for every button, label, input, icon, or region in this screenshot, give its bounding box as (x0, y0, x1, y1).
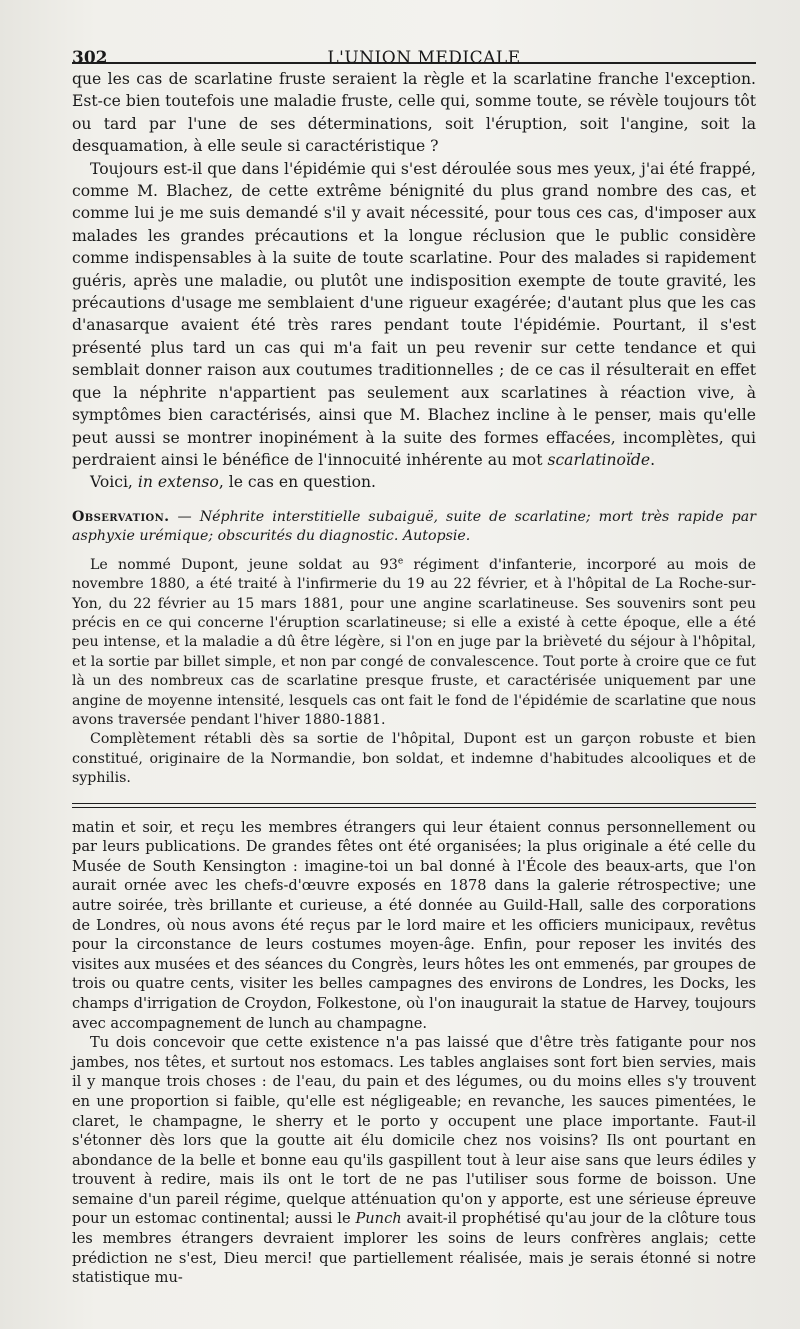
paragraph-2 (72, 158, 756, 472)
paragraph-3-end: , le cas en question. (218, 473, 377, 492)
case-paragraph-1-a: Le nommé Dupont, jeune soldat au 93 (90, 556, 398, 573)
feuilleton-paragraph-1: matin et soir, et reçu les membres étrangers qui leur étaient connus personnellement ou par leurs publications. De grandes fêtes ont été organisées; la plus originale a été celle du Musée de South Kensington : imagine-toi un bal donné à l'École des beaux-arts, que l'on aurait ornée avec les chefs-d'œuvre exposés en 1878 dans la galerie rétrospective; une autre soirée, très brillante et curieuse, a été donnée au Guild-Hall, salle des corporations de Londres, où nous avons été reçus par le lord maire et les officiers municipaux, revêtus pour la circonstance de leurs costumes moyen-âge. Enfin, pour reposer les invités des visites aux musées et des séances du Congrès, leurs hôtes les ont emmenés, par groupes de trois ou quatre cents, visiter les belles campagnes des environs de Londres, les Docks, les champs d'irrigation de Croydon, Folkestone, où l'on inaugurait la statue de Harvey, toujours avec accompagnement de lunch au champagne. (72, 818, 756, 1032)
feuilleton-paragraph-2 (72, 1033, 756, 1288)
paragraph-2-italic: scarlatinoïde (547, 450, 651, 469)
case-paragraph-2: Complètement rétabli dès sa sortie de l'hôpital, Dupont est un garçon robuste et bien constitué, originaire de la Normandie, bon soldat, et indemne d'habitudes alcooliques et de syphilis. (72, 731, 756, 787)
feuilleton-paragraph-2-a: Tu dois concevoir que cette existence n'a pas laissé que d'être très fatigante pour nos jambes, nos têtes, et surtout nos estomacs. Les tables anglaises sont fort bien servies, mais il y manque trois choses : de l'eau, du pain et des légumes, ou du moins elles s'y trouvent en une proportion si faible, qu'elle est négligeable; en revanche, les sauces pimentées, le claret, le champagne, le sherry et le porto y occupent une place importante. Faut-il s'étonner dès lors que la goutte ait élu domicile chez nos voisins? Ils ont pourtant en abondance de la belle et bonne eau qu'ils gaspillent tout à leur aise sans que leurs édiles y trouvent à redire, mais ils ont le tort de ne pas l'utiliser sous forme de boisson. Une semaine d'un pareil régime, quelque atténuation qu'on y apporte, est une sérieuse épreuve pour un estomac continental; aussi le (72, 1034, 756, 1228)
feuilleton-italic: Punch (355, 1210, 402, 1228)
case-paragraph-1 (72, 556, 756, 731)
paragraph-1: que les cas de scarlatine fruste seraient la règle et la scarlatine franche l'exception. Est-ce bien toutefois une maladie fruste, celle qui, somme toute, se révèle toujours tôt ou tard par l'une de ses déterminations, soit l'éruption, soit l'angine, soit la desquamation, à elle seule si caractéristique ? (72, 70, 756, 156)
page-number: 302 (72, 48, 108, 68)
case-paragraph-1-b: régiment d'infanterie, incorporé au mois de novembre 1880, a été traité à l'infirmerie du 19 au 22 février, et à l'hôpital de La Roche-sur-Yon, du 22 février au 15 mars 1881, pour une angine scarlatineuse. Ses souvenirs sont peu précis en ce qui concerne l'éruption scarlatineuse; si elle a existé à cette époque, elle a été peu intense, et la maladie a dû être légère, si l'on en juge par la brièveté du séjour à l'hôpital, et la sortie par billet simple, et non par congé de convalescence. Tout porte à croire que ce fut là un des nombreux cas de scarlatine presque fruste, et caractérisée uniquement par une angine de moyenne intensité, lesquels cas ont fait le fond de l'épidémie de scarlatine que nous avons traversée pendant l'hiver 1880-1881. (72, 556, 756, 728)
observation-title: Néphrite interstitielle subaiguë, suite de scarlatine; mort très rapide par asphyxie urémique; obscurités du diagnostic. Autopsie. (72, 508, 756, 544)
feuilleton-paragraph-2-b: avait-il prophétisé qu'au jour de la clôture tous les membres étrangers devraient implorer les soins de leurs confrères anglais; cette prédiction ne s'est, Dieu merci! que partiellement réalisée, mais je serais étonné si notre statistique mu- (72, 1210, 757, 1287)
case-report (72, 556, 756, 789)
page-header (72, 0, 756, 68)
feuilleton-rule (72, 803, 756, 808)
paragraph-2-end: . (650, 450, 656, 469)
paragraph-3-italic: in extenso (137, 473, 219, 492)
main-article (72, 68, 756, 494)
paragraph-3 (72, 471, 756, 493)
observation-label: Observation. (72, 508, 170, 525)
paragraph-2-text: Toujours est-il que dans l'épidémie qui s'est déroulée sous mes yeux, j'ai été frappé, comme M. Blachez, de cette extrême bénignité du plus grand nombre des cas, et comme lui je me suis demandé s'il y avait nécessité, pour tous ces cas, d'imposer aux malades les grandes précautions et la longue réclusion que le public considère comme indispensables à la suite de toute scarlatine. Pour des malades si rapidement guéris, après une maladie, ou plutôt une indisposition exempte de toute gravité, les précautions d'usage me semblaient d'une rigueur exagérée; d'autant plus que les cas d'anasarque avaient été très rares pendant toute l'épidémie. Pourtant, il s'est présenté plus tard un cas qui m'a fait un peu revenir sur cette tendance et qui semblait donner raison aux coutumes traditionnelles ; de ce cas il résulterait en effet que la néphrite n'appartient pas seulement aux scarlatines à réaction vive, à symptômes bien caractérisés, ainsi que M. Blachez incline à le penser, mais qu'elle peut aussi se montrer inopinément à la suite des formes effacées, incomplètes, qui perdraient ainsi le bénéfice de l'innocuité inhérente au mot (72, 159, 756, 469)
observation-heading (72, 508, 756, 546)
running-title: L'UNION MEDICALE (327, 48, 521, 68)
feuilleton (72, 818, 756, 1288)
observation-dash: — (169, 508, 200, 525)
paragraph-3-start: Voici, (90, 473, 133, 492)
case-superscript: e (397, 555, 404, 566)
